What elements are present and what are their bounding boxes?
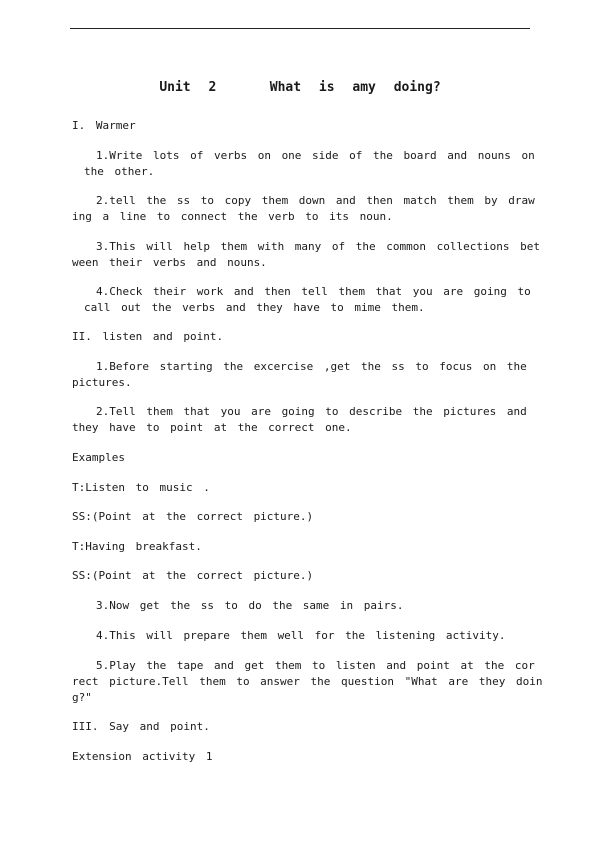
page-title: Unit 2 What is amy doing?	[159, 80, 441, 95]
example-line: T:Having breakfast.	[72, 540, 202, 553]
section-heading-listen: II. listen and point.	[72, 330, 224, 343]
paragraph-line: 1.Before starting the excercise ,get the ss to focus on the	[96, 360, 527, 373]
paragraph-line: pictures.	[72, 376, 132, 389]
example-line: SS:(Point at the correct picture.)	[72, 510, 314, 523]
examples-label: Examples	[72, 451, 125, 464]
example-line: SS:(Point at the correct picture.)	[72, 569, 314, 582]
paragraph-line: 2.tell the ss to copy them down and then match them by draw	[96, 194, 535, 207]
paragraph-line: 5.Play the tape and get them to listen and point at the cor	[96, 659, 535, 672]
paragraph-line: 1.Write lots of verbs on one side of the board and nouns on	[96, 149, 535, 162]
paragraph-line: 3.This will help them with many of the common collections bet	[96, 240, 540, 253]
extension-label: Extension activity 1	[72, 750, 213, 763]
section-heading-warmer: I. Warmer	[72, 119, 136, 132]
paragraph-line: 2.Tell them that you are going to describe the pictures and	[96, 405, 527, 418]
paragraph-line: ing a line to connect the verb to its noun.	[72, 210, 393, 223]
paragraph-line: 3.Now get the ss to do the same in pairs.	[96, 599, 404, 612]
paragraph-line: 4.This will prepare them well for the listening activity.	[96, 629, 506, 642]
paragraph-line: the other.	[84, 165, 155, 178]
section-heading-say: III. Say and point.	[72, 720, 210, 733]
example-line: T:Listen to music .	[72, 481, 210, 494]
paragraph-line: g?"	[72, 691, 92, 704]
paragraph-line: call out the verbs and they have to mime them.	[84, 301, 425, 314]
header-rule	[70, 28, 530, 29]
paragraph-line: they have to point at the correct one.	[72, 421, 352, 434]
paragraph-line: rect picture.Tell them to answer the question "What are they doin	[72, 675, 543, 688]
paragraph-line: ween their verbs and nouns.	[72, 256, 267, 269]
paragraph-line: 4.Check their work and then tell them that you are going to	[96, 285, 531, 298]
